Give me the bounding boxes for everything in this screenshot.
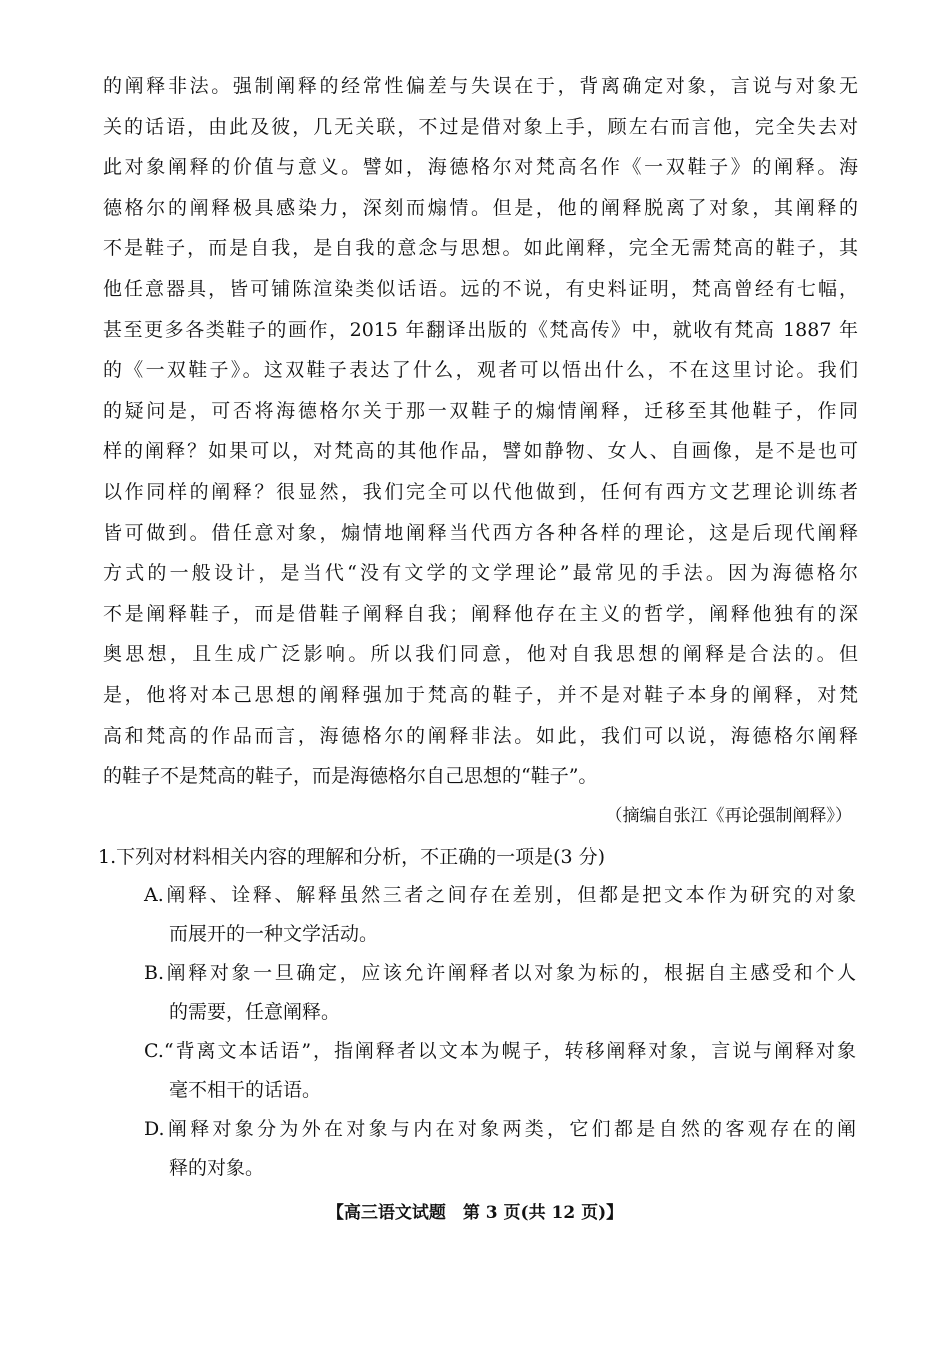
option-c[interactable] xyxy=(144,1032,856,1110)
passage-line: 皆可做到。借任意对象，煽情地阐释当代西方各种各样的理论，这是后现代阐释 xyxy=(103,521,858,544)
passage-line: 的阐释非法。强制阐释的经常性偏差与失误在于，背离确定对象，言说与对象无 xyxy=(103,75,858,97)
passage-line: 以作同样的阐释？很显然，我们完全可以代他做到，任何有西方文艺理论训练者 xyxy=(103,480,858,503)
passage-line: 高和梵高的作品而言，海德格尔的阐释非法。如此，我们可以说，海德格尔阐释 xyxy=(103,724,858,747)
passage-line: 的鞋子不是梵高的鞋子，而是海德格尔自己思想的“鞋子”。 xyxy=(103,765,598,788)
option-c-line-2: 毫不相干的话语。 xyxy=(169,1079,322,1101)
passage-line: 是，他将对本己思想的阐释强加于梵高的鞋子，并不是对鞋子本身的阐释，对梵 xyxy=(103,683,858,706)
question-1 xyxy=(98,838,858,1188)
option-a-line-2: 而展开的一种文学活动。 xyxy=(169,923,379,945)
option-a-line-1: A.阐释、诠释、解释虽然三者之间存在差别，但都是把文本作为研究的对象 xyxy=(144,884,856,906)
option-d-line-2: 释的对象。 xyxy=(169,1157,265,1179)
passage-line: 德格尔的阐释极具感染力，深刻而煽情。但是，他的阐释脱离了对象，其阐释的 xyxy=(103,196,858,219)
reading-passage xyxy=(103,66,858,797)
option-c-line-1: C.“背离文本话语”，指阐释者以文本为幌子，转移阐释对象，言说与阐释对象 xyxy=(144,1040,856,1062)
option-d[interactable] xyxy=(144,1110,856,1188)
option-d-line-1: D.阐释对象分为外在对象与内在对象两类，它们都是自然的客观存在的阐 xyxy=(144,1118,856,1140)
passage-line: 奥思想，且生成广泛影响。所以我们同意，他对自我思想的阐释是合法的。但 xyxy=(103,643,858,666)
option-b[interactable] xyxy=(144,954,856,1032)
passage-line: 此对象阐释的价值与意义。譬如，海德格尔对梵高名作《一双鞋子》的阐释。海 xyxy=(103,156,858,179)
passage-line: 关的话语，由此及彼，几无关联，不过是借对象上手，顾左右而言他，完全失去对 xyxy=(103,115,858,138)
option-b-line-2: 的需要，任意阐释。 xyxy=(169,1001,341,1023)
passage-line: 不是鞋子，而是自我，是自我的意念与思想。如此阐释，完全无需梵高的鞋子，其 xyxy=(103,237,858,260)
page-footer: 【高三语文试题 第 3 页(共 12 页)】 xyxy=(326,1203,624,1223)
passage-line: 方式的一般设计，是当代“没有文学的文学理论”最常见的手法。因为海德格尔 xyxy=(103,562,858,585)
passage-line: 他任意器具，皆可铺陈渲染类似话语。远的不说，有史料证明，梵高曾经有七幅， xyxy=(103,277,858,300)
passage-line: 的《一双鞋子》。这双鞋子表达了什么，观者可以悟出什么，不在这里讨论。我们 xyxy=(103,359,858,382)
question-stem: 1.下列对材料相关内容的理解和分析，不正确的一项是(3 分) xyxy=(98,846,606,868)
option-b-line-1: B.阐释对象一旦确定，应该允许阐释者以对象为标的，根据自主感受和个人 xyxy=(144,962,856,984)
option-a[interactable] xyxy=(144,876,856,954)
passage-line: 甚至更多各类鞋子的画作，2015 年翻译出版的《梵高传》中，就收有梵高 1887 年 xyxy=(103,318,858,341)
passage-line: 的疑问是，可否将海德格尔关于那一双鞋子的煽情阐释，迁移至其他鞋子，作同 xyxy=(103,399,858,422)
passage-line: 不是阐释鞋子，而是借鞋子阐释自我；阐释他存在主义的哲学，阐释他独有的深 xyxy=(103,602,858,625)
passage-source: （摘编自张江《再论强制阐释》） xyxy=(605,806,852,826)
passage-line: 样的阐释？如果可以，对梵高的其他作品，譬如静物、女人、自画像，是不是也可 xyxy=(103,440,858,463)
